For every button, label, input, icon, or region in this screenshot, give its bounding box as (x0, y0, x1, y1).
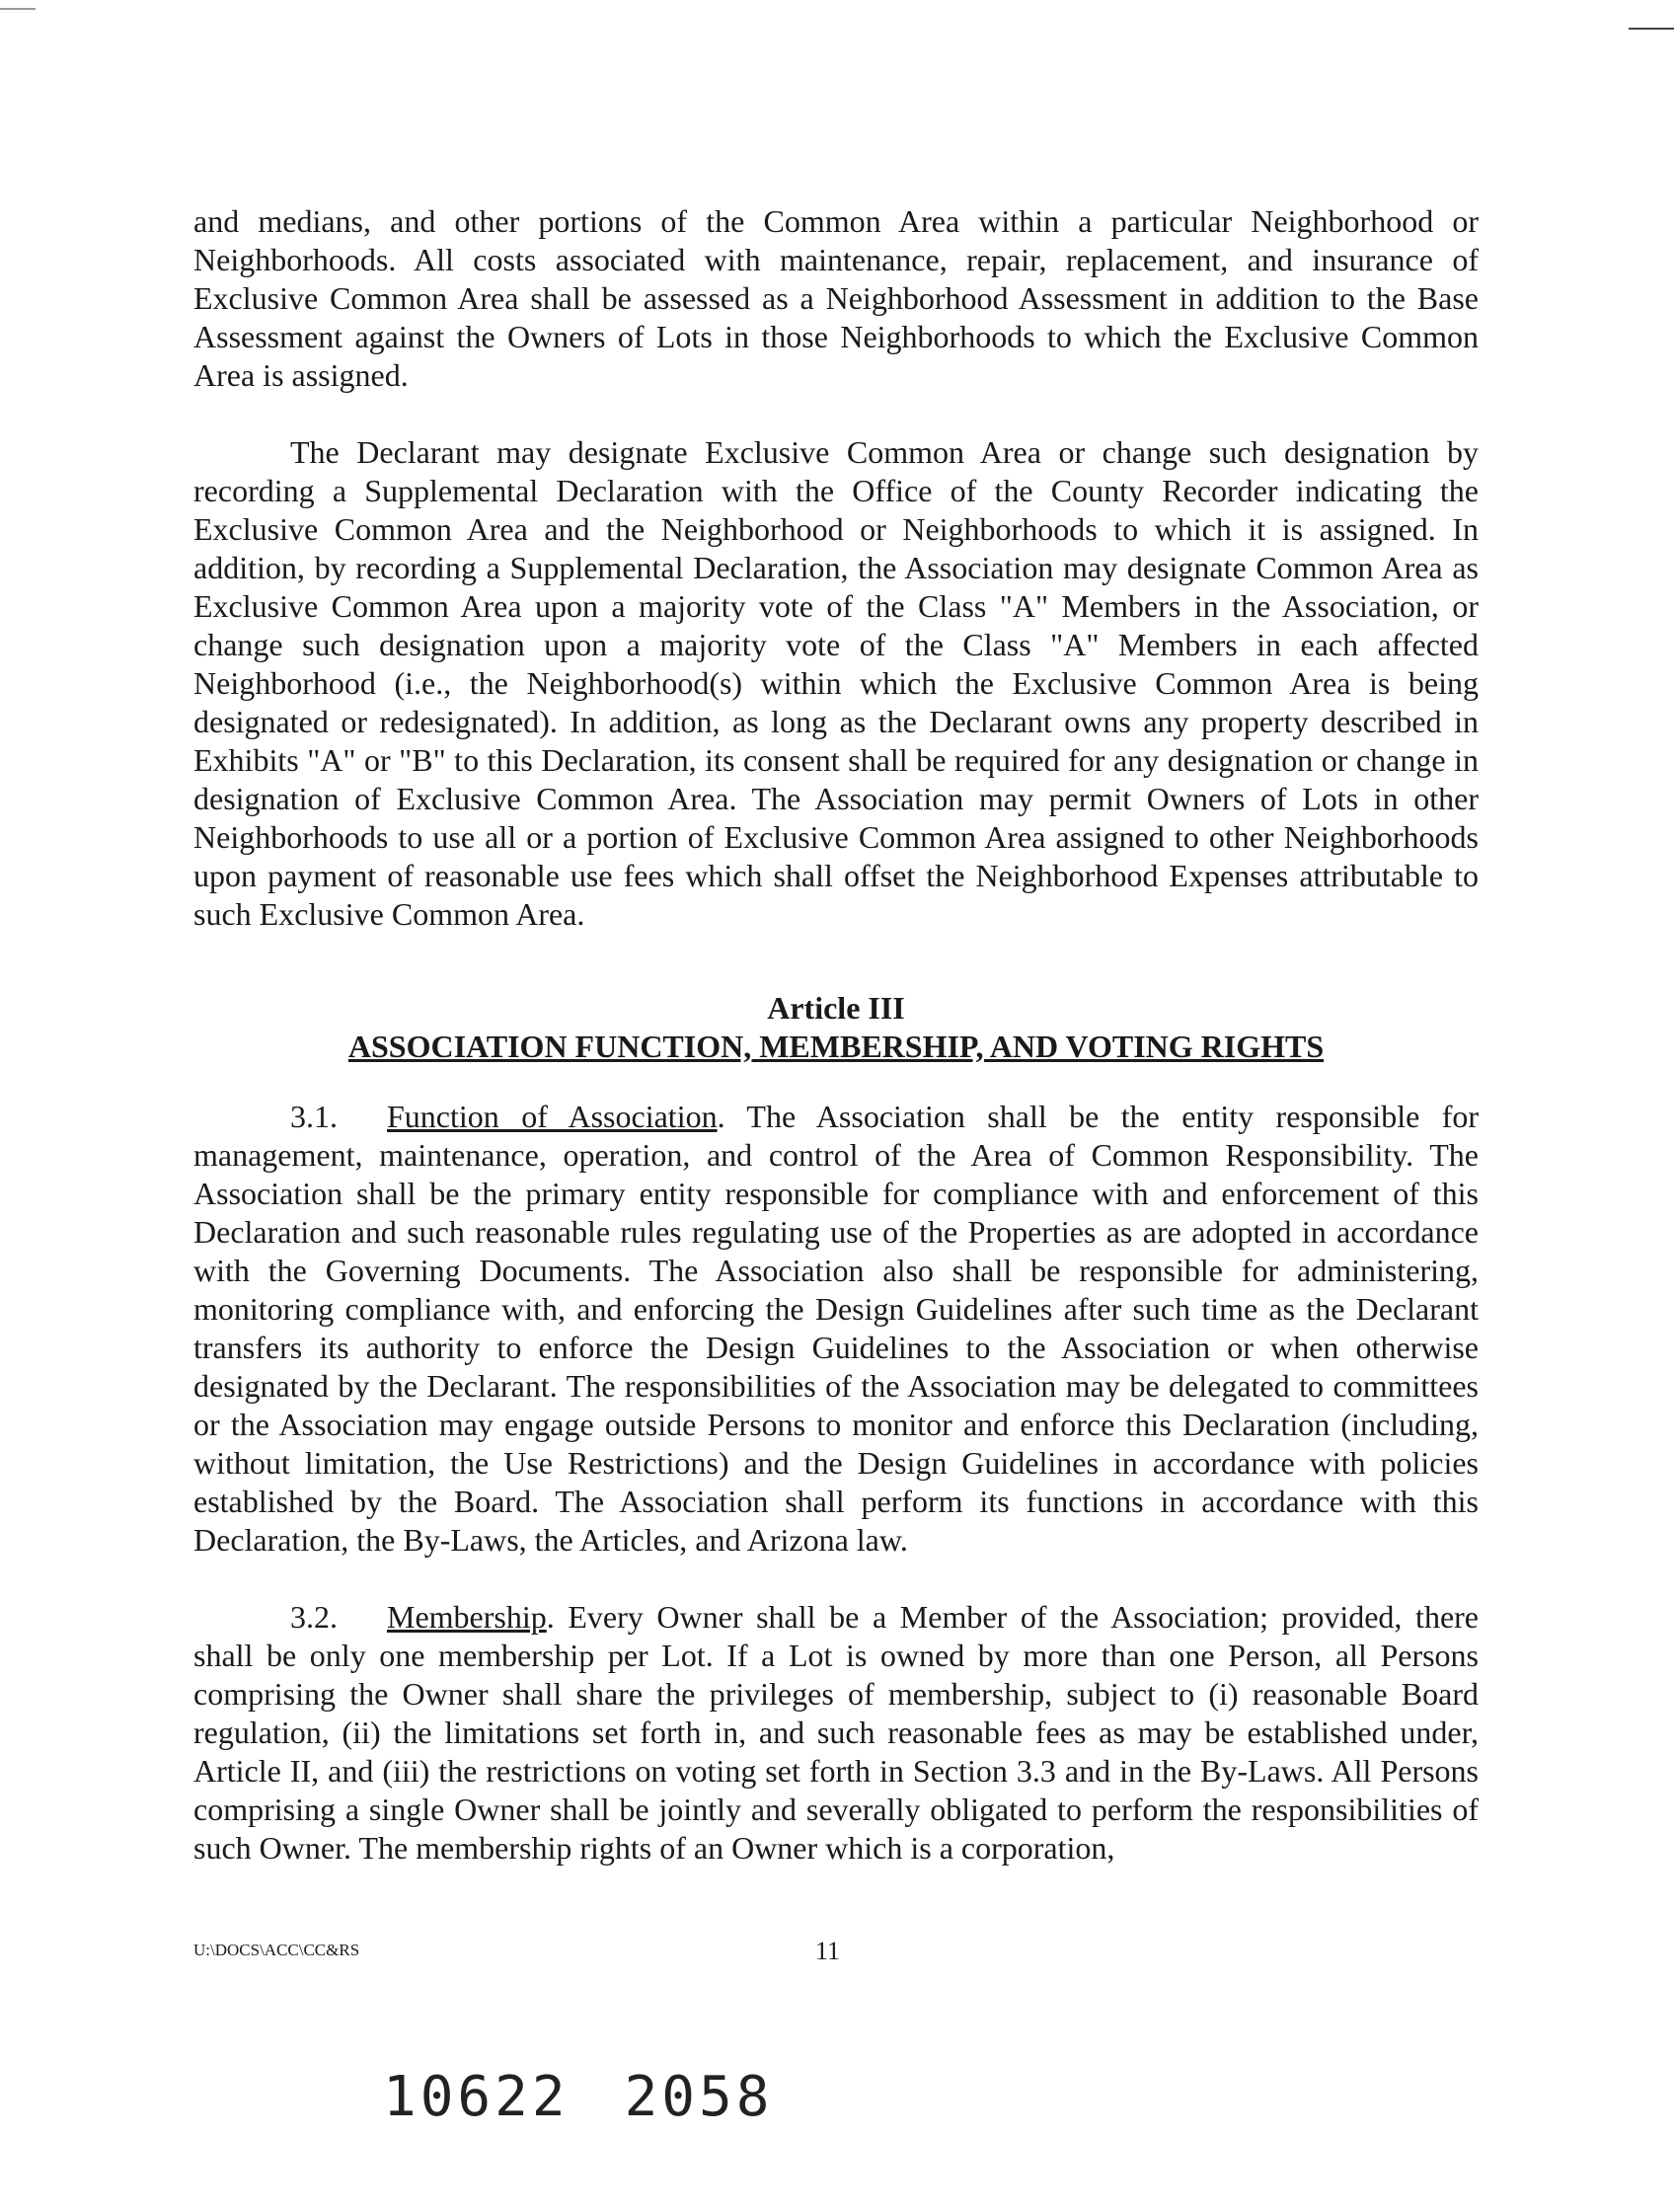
recording-book-number: 10622 (383, 2065, 570, 2129)
section-title: Membership (387, 1599, 547, 1635)
article-number: Article III (767, 990, 905, 1026)
section-body: . Every Owner shall be a Member of the Association; provided, there shall be only one membership per Lot. If a Lot is owned by more than one Person, all Persons comprising the Owner shall share the privileges of membership, subject to (i) reasonable Board regulation, (ii) the limitations set forth in, and such reasonable fees as may be established under, Article II, and (iii) the restrictions on voting set forth in Section 3.3 and in the By-Laws. All Persons comprising a single Owner shall be jointly and severally obligated to perform the responsibilities of such Owner. The membership rights of an Owner which is a corporation, (193, 1599, 1479, 1866)
document-page (193, 202, 1479, 1868)
scan-edge-mark-right (1629, 28, 1674, 30)
article-title: ASSOCIATION FUNCTION, MEMBERSHIP, AND VOTING RIGHTS (347, 1029, 1325, 1064)
paragraph-exclusive-common-area-costs: and medians, and other portions of the Common Area within a particular Neighborhood or Neighborhoods. All costs associated with maintenance, repair, replacement, and insurance of Exclusive Common Area shall be assessed as a Neighborhood Assessment in addition to the Base Assessment against the Owners of Lots in those Neighborhoods to which the Exclusive Common Area is assigned. (193, 203, 1479, 393)
recording-stamp (383, 2065, 773, 2129)
section-3-1 (193, 1098, 1479, 1560)
page-footer (193, 1937, 1479, 1976)
section-title: Function of Association (387, 1099, 718, 1134)
section-body: . The Association shall be the entity responsible for management, maintenance, operation, and control of the Area of Common Responsibility. The Association shall be the primary entity responsible for compliance with and enforcement of this Declaration and such reasonable rules regulating use of the Properties as are adopted in accordance with the Governing Documents. The Association also shall be responsible for administering, monitoring compliance with, and enforcing the Design Guidelines after such time as the Declarant transfers its authority to enforce the Design Guidelines to the Association or when otherwise designated by the Declarant. The responsibilities of the Association may be delegated to committees or the Association may engage outside Persons to monitor and enforce this Declaration (including, without limitation, the Use Restrictions) and the Design Guidelines in accordance with policies established by the Board. The Association shall perform its functions in accordance with this Declaration, the By-Laws, the Articles, and Arizona law. (193, 1099, 1479, 1558)
section-number: 3.2. (290, 1599, 338, 1635)
section-number: 3.1. (290, 1099, 338, 1134)
recording-page-number: 2058 (624, 2065, 774, 2129)
section-3-2 (193, 1598, 1479, 1868)
scan-edge-mark-left (0, 8, 36, 10)
file-path: U:\DOCS\ACC\CC&RS (193, 1941, 360, 1959)
page-number: 11 (815, 1937, 841, 1965)
paragraph-designation: The Declarant may designate Exclusive Common Area or change such designation by recording a Supplemental Declaration with the Office of the County Recorder indicating the Exclusive Common Area and the Neighborhood or Neighborhoods to which it is assigned. In addition, by recording a Supplemental Declaration, the Association may designate Common Area as Exclusive Common Area upon a majority vote of the Class "A" Members in the Association, or change such designation upon a majority vote of the Class "A" Members in each affected Neighborhood (i.e., the Neighborhood(s) within which the Exclusive Common Area is being designated or redesignated). In addition, as long as the Declarant owns any property described in Exhibits "A" or "B" to this Declaration, its consent shall be required for any designation or change in designation of Exclusive Common Area. The Association may permit Owners of Lots in other Neighborhoods to use all or a portion of Exclusive Common Area assigned to other Neighborhoods upon payment of reasonable use fees which shall offset the Neighborhood Expenses attributable to such Exclusive Common Area. (193, 434, 1479, 932)
